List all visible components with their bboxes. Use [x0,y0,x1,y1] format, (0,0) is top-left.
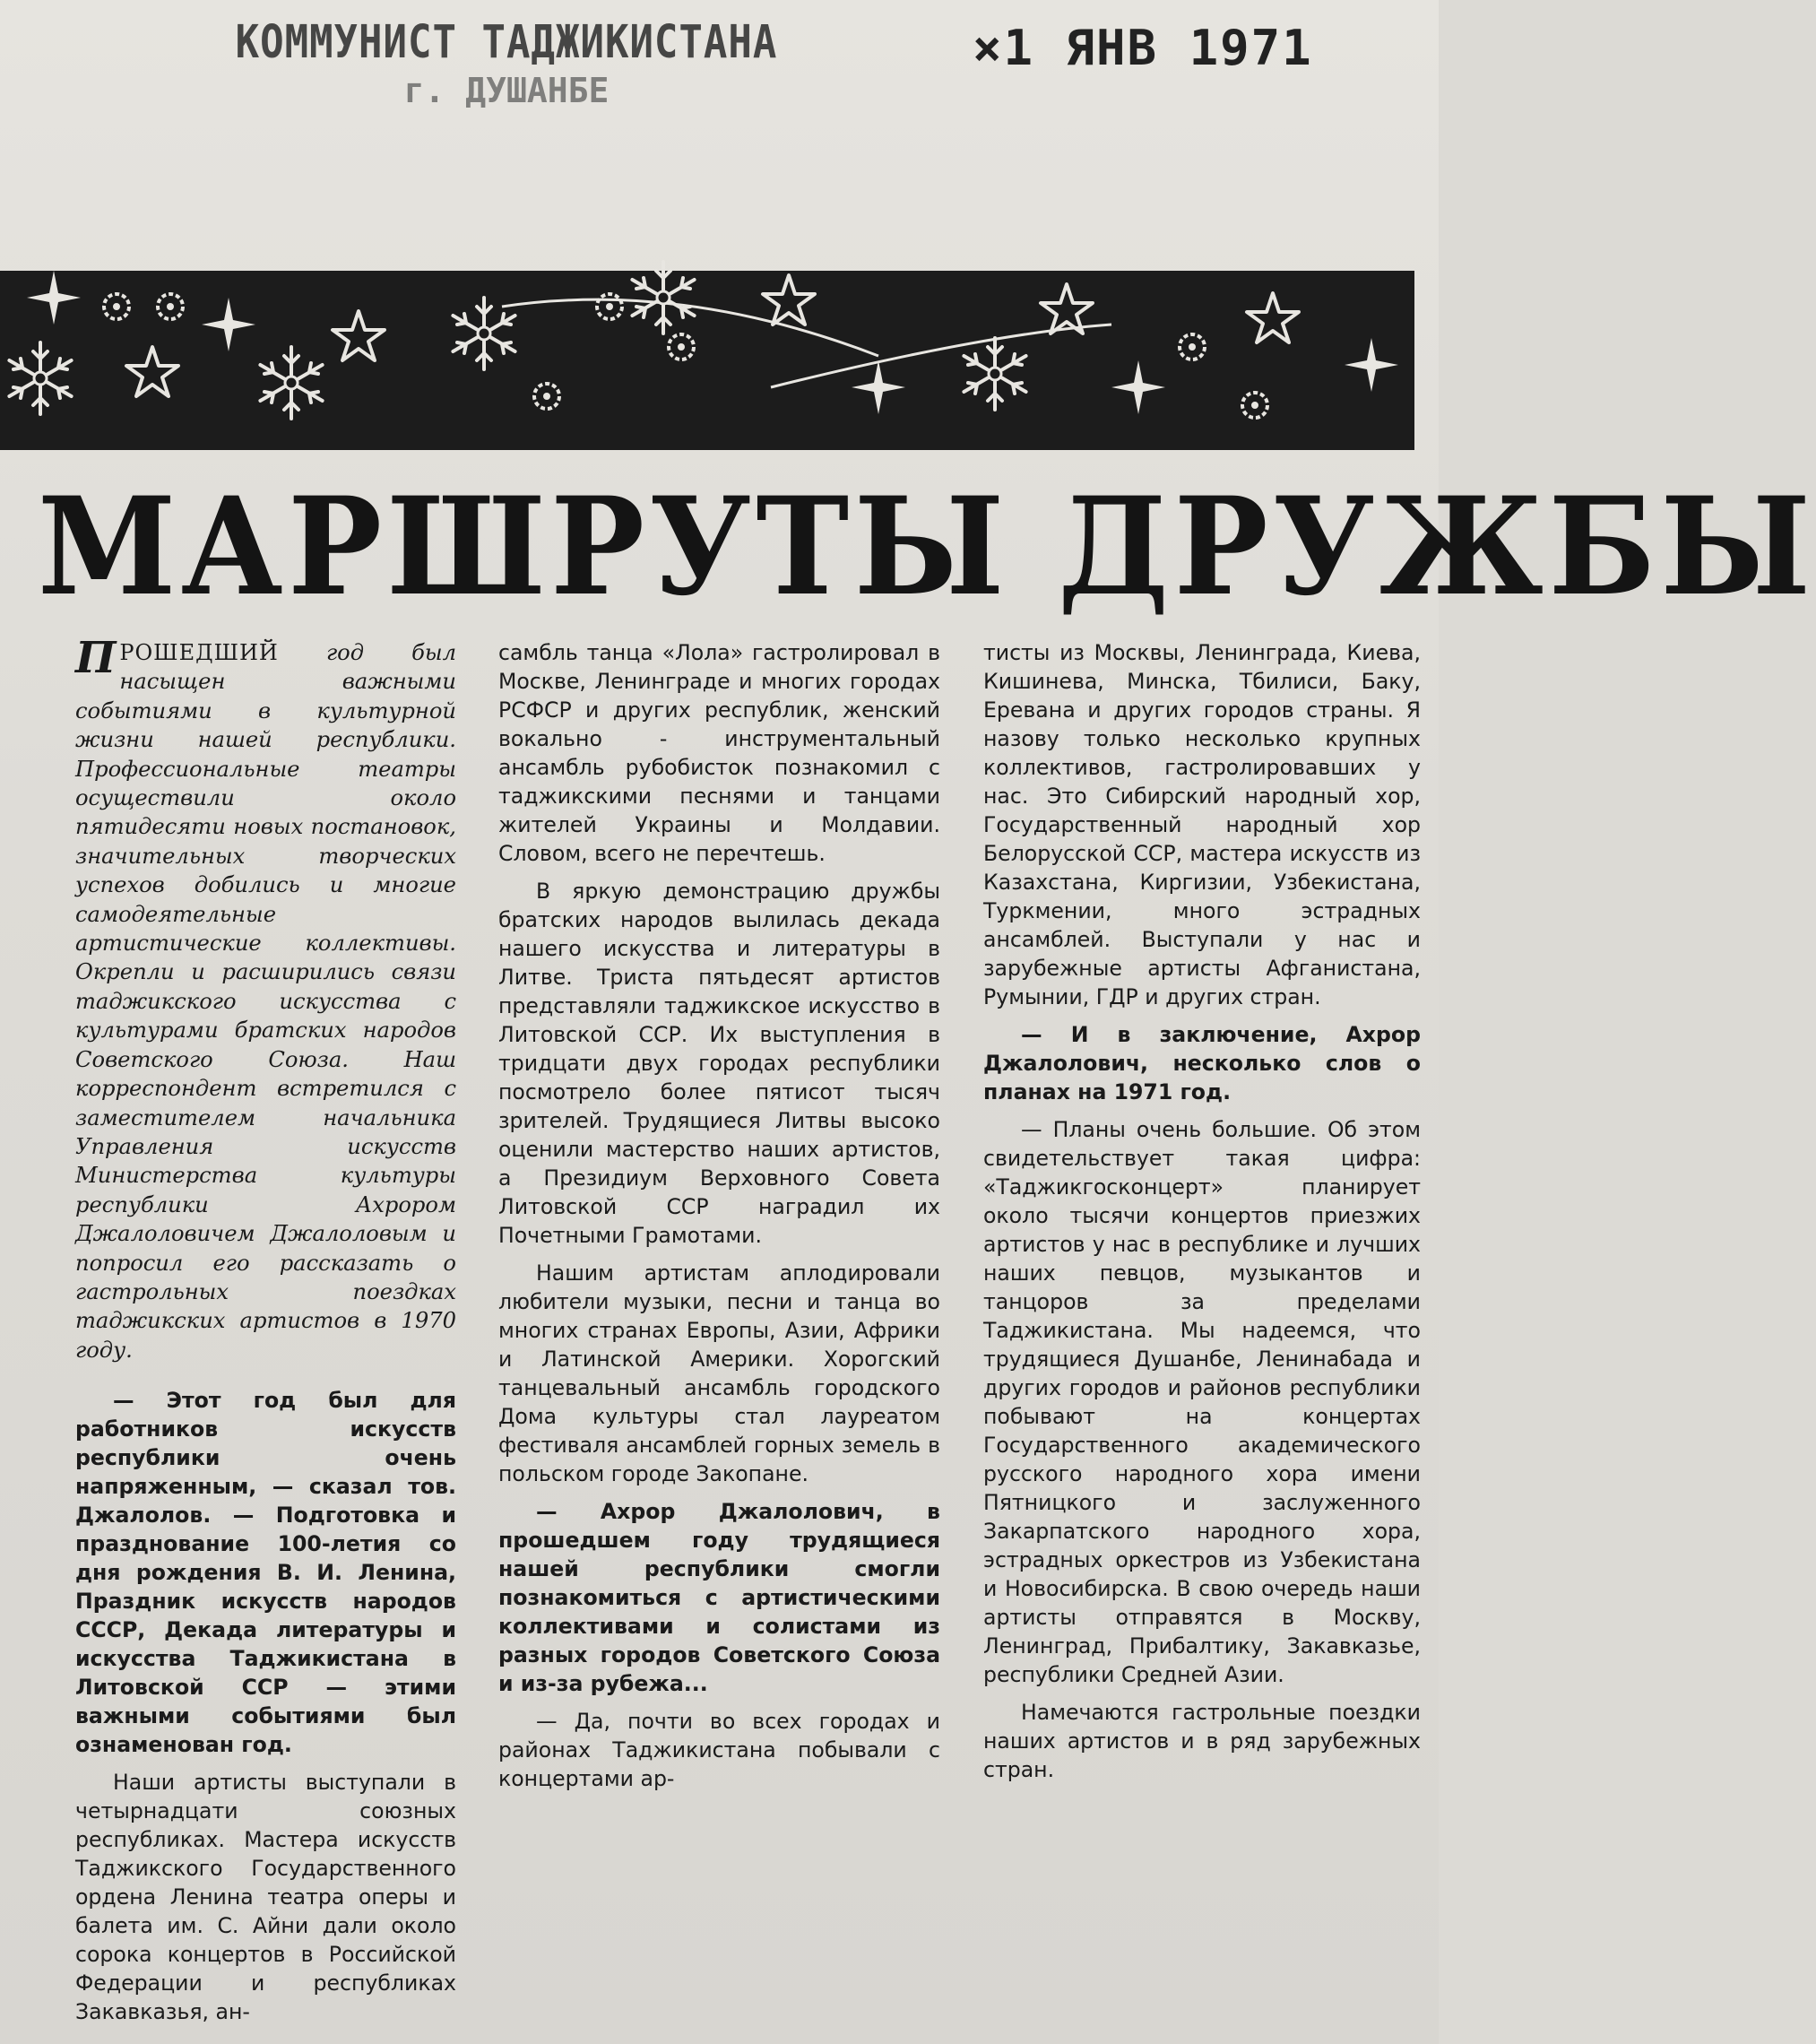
article-title: МАРШРУТЫ ДРУЖБЫ [38,468,1816,626]
stars-snowflakes-decoration [0,271,1414,450]
paragraph: тисты из Москвы, Ленинграда, Киева, Кишинева, Минска, Тбилиси, Баку, Еревана и других городов страны. Я назову только несколько крупных коллективов, гастролировавших у нас. Это Сибирский народный хор, Государственный народный хор Белорусской ССР, мастера искусств из Казахстана, Киргизии, Узбекистана, Туркмении, много эстрадных ансамблей. Выступали у нас и зарубежные артисты Афганистана, Румынии, ГДР и других стран. [983,640,1421,1009]
lead-text: год был насыщен важными событиями в культурной жизни нашей республики. Профессиональные театры осуществили около пятидесяти новых постановок, значительных творческих успехов добились и многие самодеятельные артистические коллективы. Окрепли и расширились связи таджикского искусства с культурами братских народов Советского Союза. Наш корреспондент встретился с заместителем начальника Управления искусств Министерства культуры республики Ахрором Джалоловичем Джалоловым и попросил его рассказать о гастрольных поездках таджикских артистов в 1970 году. [75,640,456,1363]
paragraph: Наши артисты выступали в четырнадцати союзных республиках. Мастера искусств Таджикского Государственного ордена Ленина театра оперы и балета им. С. Айни дали около сорока концертов в Российской Федерации и республиках Закавказья, ан- [75,1770,456,2025]
paragraph: Нашим артистам аплодировали любители музыки, песни и танца во многих странах Европы, Азии, Африки и Латинской Америки. Хорогский танцевальный ансамбль городского Дома культуры стал лауреатом фестиваля ансамблей горных земель в польском городе Закопане. [498,1260,940,1486]
stamp-newspaper-name: КОММУНИСТ ТАДЖИКИСТАНА [235,16,778,69]
interview-question-1: — Этот год был для работников искусств республики очень напряженным, — сказал тов. Джалолов. — Подготовка и празднование 100-летия со дня рождения В. И. Ленина, Праздник искусств народов СССР, Декада литературы и искусства Таджикистана в Литовской ССР — этими важными событиями был ознаменован год. [75,1388,456,1758]
date-stamp: ×1 ЯНВ 1971 [973,20,1313,76]
column-1 [75,633,456,2026]
lead-caps: РОШЕДШИЙ [119,640,279,665]
column-3 [983,638,1421,1784]
decorative-banner [0,271,1414,450]
paragraph: — Планы очень большие. Об этом свидетельствует такая цифра: «Таджикгосконцерт» планирует около тысячи концертов приезжих артистов у нас в республике и лучших наших певцов, музыкантов и танцоров за пределами Таджикистана. Мы надеемся, что трудящиеся Душанбе, Ленинабада и других городов и районов республики побывают на концертах Государственного академического русского народного хора имени Пятницкого и заслуженного Закарпатского народного хора, эстрадных оркестров из Узбекистана и Новосибирска. В свою очередь наши артисты отправятся в Москву, Ленинград, Прибалтику, Закавказье, республики Средней Азии. [983,1117,1421,1687]
interview-question-2: — Ахрор Джалолович, в прошедшем году трудящиеся нашей республики смогли познакомиться с артистическими коллективами и солистами из разных городов Советского Союза и из-за рубежа... [498,1499,940,1696]
paragraph: Намечаются гастрольные поездки наших артистов и в ряд зарубежных стран. [983,1700,1421,1782]
paragraph: — Да, почти во всех городах и районах Таджикистана побывали с концертами ар- [498,1709,940,1791]
drop-cap: П [75,633,117,683]
stamp-city: г. ДУШАНБЕ [403,71,610,110]
paragraph: В яркую демонстрацию дружбы братских народов вылилась декада нашего искусства и литературы в Литве. Триста пятьдесят артистов представляли таджикское искусство в Литовской ССР. Их выступления в тридцати двух городах республики посмотрело более пятисот тысяч зрителей. Трудящиеся Литвы высоко оценили мастерство наших артистов, а Президиум Верховного Совета Литовской ССР наградил их Почетными Грамотами. [498,879,940,1248]
paragraph: самбль танца «Лола» гастролировал в Москве, Ленинграде и многих городах РСФСР и других республик, женский вокально - инструментальный ансамбль рубобисток познакомил с таджикскими песнями и танцами жителей Украины и Молдавии. Словом, всего не перечтешь. [498,640,940,866]
interview-question-3: — И в заключение, Ахрор Джалолович, несколько слов о планах на 1971 год. [983,1022,1421,1104]
newspaper-stamp [215,16,798,110]
lead-paragraph [75,633,456,1364]
column-2 [498,638,940,1793]
